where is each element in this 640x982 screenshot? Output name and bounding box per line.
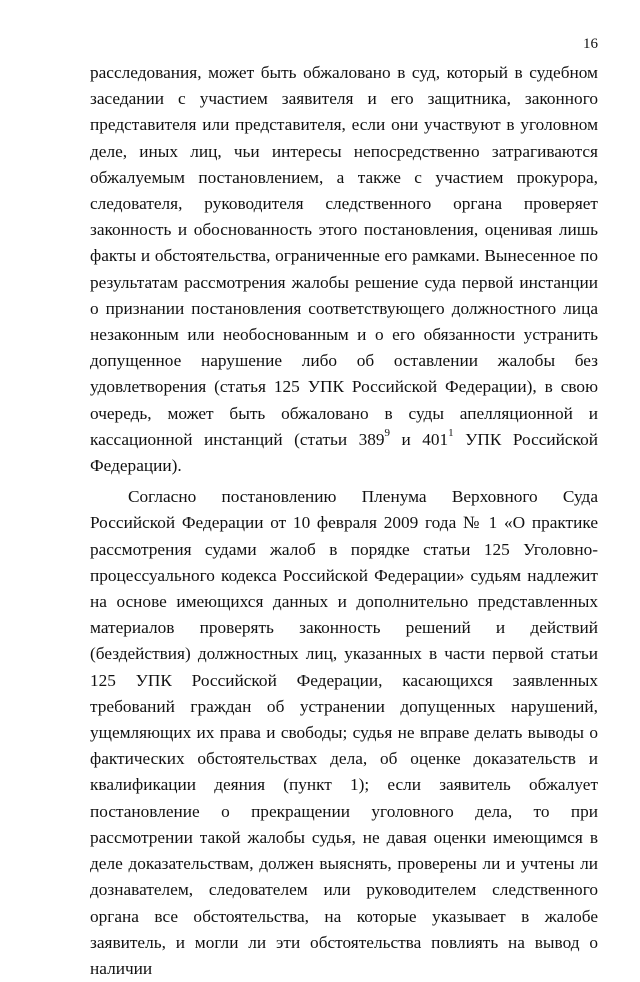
- superscript-1: 1: [448, 427, 454, 440]
- document-body: [90, 60, 598, 982]
- paragraph-2: Согласно постановлению Пленума Верховного Суда Российской Федерации от 10 февраля 2009 года № 1 «О практике рассмотрения судами жалоб в порядке статьи 125 Уголовно-процессуального кодекса Российской Федерации» судьям надлежит на основе имеющихся данных и дополнительно представленных материалов проверять законность решений и действий (бездействия) должностных лиц, указанных в части первой статьи 125 УПК Российской Федерации, касающихся заявленных требований граждан об устранении допущенных нарушений, ущемляющих их права и свободы; судья не вправе делать выводы о фактических обстоятельствах дела, об оценке доказательств и квалификации деяния (пункт 1); если заявитель обжалует постановление о прекращении уголовного дела, то при рассмотрении такой жалобы судья, не давая оценки имеющимся в деле доказательствам, должен выяснять, проверены ли и учтены ли дознавателем, следователем или руководителем следственного органа все обстоятельства, на которые указывает в жалобе заявитель, и могли ли эти обстоятельства повлиять на вывод о наличии: [90, 487, 598, 978]
- paragraph-1-text: расследования, может быть обжаловано в суд, который в судебном заседании с участием заявителя и его защитника, законного представителя или представителя, если они участвуют в уголовном деле, иных лиц, чьи интересы непосредственно затрагиваются обжалуемым постановлением, а также с участием прокурора, следователя, руководителя следственного органа проверяет законность и обоснованность этого постановления, оценивая лишь факты и обстоятельства, ограниченные его рамками. Вынесенное по результатам рассмотрения жалобы решение суда первой инстанции о признании постановления соответствующего должностного лица незаконным или необоснованным и о его обязанности устранить допущенное нарушение либо об оставлении жалобы без удовлетворения (статья 125 УПК Российской Федерации), в свою очередь, может быть обжаловано в суды апелляционной и кассационной инстанций (статьи 389: [90, 63, 598, 449]
- page-number: 16: [583, 36, 598, 52]
- paragraph-1: [90, 60, 598, 479]
- superscript-9: 9: [384, 427, 391, 440]
- paragraph-1-mid: и 401: [390, 429, 449, 449]
- paragraph-1-tail: УПК Российской Федерации).: [90, 429, 598, 476]
